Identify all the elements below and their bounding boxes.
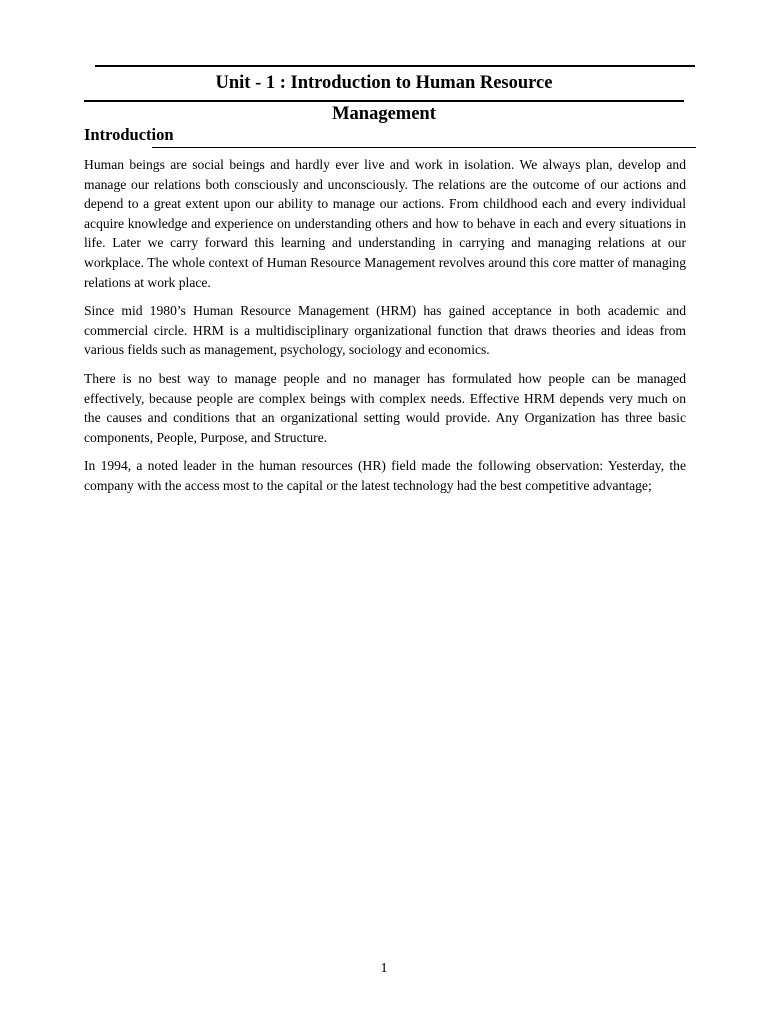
page-number: 1 — [380, 961, 388, 976]
title-middle-rule — [84, 100, 684, 102]
page-title-line-1: Unit - 1 : Introduction to Human Resource — [215, 73, 553, 93]
section-heading-introduction: Introduction — [84, 125, 174, 144]
title-top-rule — [95, 65, 695, 67]
paragraph-2: Since mid 1980’s Human Resource Management (HRM) has gained acceptance in both academic and commercial circle. HRM is a multidisciplinary organizational function that draws theories and ideas from various fields such as management, psychology, sociology and economics. — [84, 303, 686, 358]
page-title-line-2: Management — [332, 104, 436, 124]
section-heading-rule — [152, 147, 696, 148]
paragraph-1: Human beings are social beings and hardly ever live and work in isolation. We always plan, develop and manage our relations both consciously and unconsciously. The relations are the outcome of our actions and depend to a great extent upon our ability to manage our actions. From childhood each and every individual acquire knowledge and experience on understanding others and how to behave in each and every situations in life. Later we carry forward this learning and understanding in carrying and managing relations at our workplace. The whole context of Human Resource Management revolves around this core matter of managing relations at work place. — [84, 157, 686, 290]
paragraph-4: In 1994, a noted leader in the human resources (HR) field made the following observation: Yesterday, the company with the access most to the capital or the latest technology had the best competitive advantage; — [84, 458, 686, 493]
paragraph-3: There is no best way to manage people and no manager has formulated how people can be managed effectively, because people are complex beings with complex needs. Effective HRM depends very much on the causes and conditions that an organizational setting would provide. Any Organization has three basic components, People, Purpose, and Structure. — [84, 370, 686, 445]
body-text — [84, 155, 686, 505]
